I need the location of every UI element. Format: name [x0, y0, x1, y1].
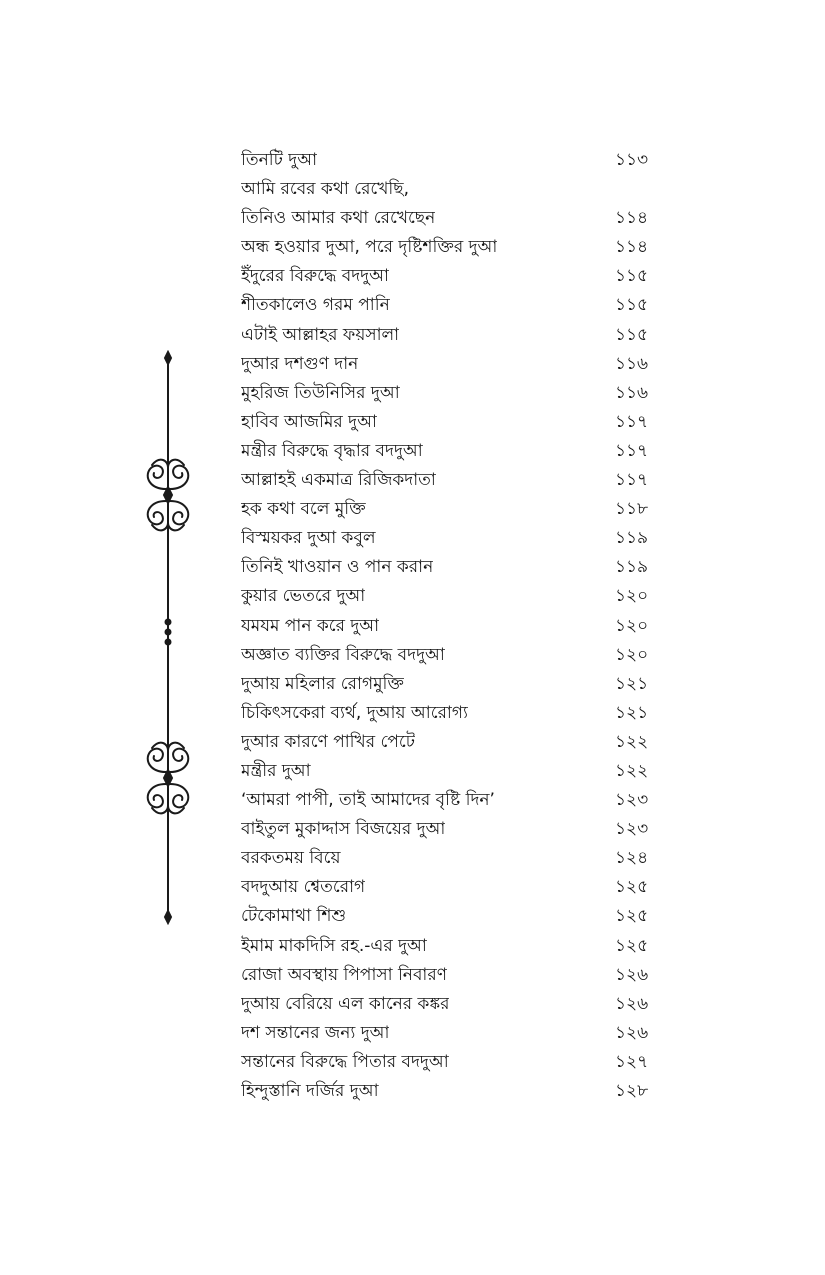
toc-entry[interactable]	[241, 1019, 661, 1048]
toc-entry-title: যমযম পান করে দুআ	[241, 615, 380, 636]
toc-entry-title: এটাই আল্লাহর ফয়সালা	[241, 324, 400, 345]
toc-entry-title: বরকতময় বিয়ে	[241, 848, 341, 869]
toc-entry[interactable]	[241, 873, 661, 902]
toc-entry-title: অজ্ঞাত ব্যক্তির বিরুদ্ধে বদদুআ	[241, 644, 445, 665]
toc-entry[interactable]	[241, 524, 661, 553]
toc-entry[interactable]	[241, 612, 661, 641]
toc-entry-title: বাইতুল মুকাদ্দাস বিজয়ের দুআ	[241, 819, 446, 840]
toc-entry-page-number: ১১৬	[615, 353, 649, 374]
toc-entry[interactable]	[241, 408, 661, 437]
toc-entry-title: বদদুআয় শ্বেতরোগ	[241, 877, 366, 898]
toc-entry-page-number: ১১৭	[615, 470, 649, 491]
toc-entry-page-number: ১২১	[615, 673, 649, 694]
toc-entry[interactable]	[241, 815, 661, 844]
toc-entry[interactable]	[241, 233, 661, 262]
toc-entry[interactable]	[241, 495, 661, 524]
toc-entry[interactable]	[241, 291, 661, 320]
toc-entry-title: কুয়ার ভেতরে দুআ	[241, 586, 366, 607]
toc-entry-title: তিনিও আমার কথা রেখেছেন	[241, 208, 436, 229]
toc-entry-page-number: ১২৪	[615, 848, 649, 869]
toc-entry-page-number: ১২০	[615, 586, 649, 607]
toc-entry-title: মুহরিজ তিউনিসির দুআ	[241, 382, 400, 403]
toc-entry[interactable]	[241, 553, 661, 582]
toc-entry-page-number: ১২৬	[615, 964, 649, 985]
toc-entry-title: চিকিৎসকেরা ব্যর্থ, দুআয় আরোগ্য	[241, 702, 468, 723]
toc-entry[interactable]	[241, 961, 661, 990]
toc-entry[interactable]	[241, 437, 661, 466]
toc-entry-page-number: ১২০	[615, 644, 649, 665]
toc-entry-page-number: ১২৭	[615, 1051, 649, 1072]
toc-entry-title: দশ সন্তানের জন্য দুআ	[241, 1022, 390, 1043]
toc-entry-page-number: ১১৫	[615, 266, 649, 287]
toc-entry-page-number: ১২২	[615, 731, 649, 752]
toc-entry[interactable]	[241, 728, 661, 757]
toc-entry[interactable]	[241, 146, 661, 175]
toc-entry[interactable]	[241, 204, 661, 233]
toc-entry-page-number: ১১৫	[615, 324, 649, 345]
toc-entry-page-number: ১১৩	[615, 150, 649, 170]
toc-entry-page-number: ১২৫	[615, 877, 649, 898]
toc-entry-page-number: ১২৮	[615, 1081, 649, 1101]
toc-entry[interactable]	[241, 786, 661, 815]
toc-entry[interactable]	[241, 582, 661, 611]
toc-entry-title: দুআয় মহিলার রোগমুক্তি	[241, 673, 404, 694]
toc-entry-page-number: ১১৮	[615, 499, 649, 520]
toc-entry[interactable]	[241, 932, 661, 961]
toc-entry[interactable]	[241, 670, 661, 699]
toc-entry-title: মন্ত্রীর দুআ	[241, 760, 311, 781]
toc-entry-title: দুআয় বেরিয়ে এল কানের কঙ্কর	[241, 993, 450, 1014]
toc-entry-page-number: ১২৩	[615, 819, 649, 840]
toc-entry-page-number: ১২২	[615, 760, 649, 781]
toc-entry[interactable]	[241, 757, 661, 786]
toc-entry-title: হিন্দুস্তানি দর্জির দুআ	[241, 1081, 379, 1101]
toc-entry-page-number: ১১৯	[615, 528, 649, 549]
toc-entry-title: ‘আমরা পাপী, তাই আমাদের বৃষ্টি দিন’	[241, 790, 495, 811]
toc-entry-page-number: ১১৪	[615, 237, 649, 258]
toc-entry[interactable]	[241, 990, 661, 1019]
toc-entry-title: সন্তানের বিরুদ্ধে পিতার বদদুআ	[241, 1051, 449, 1072]
toc-entry-page-number: ১২৬	[615, 993, 649, 1014]
toc-entry-title: টেকোমাথা শিশু	[241, 906, 347, 927]
toc-entry[interactable]	[241, 844, 661, 873]
toc-entry-title: দুআর কারণে পাখির পেটে	[241, 731, 415, 752]
toc-entry-title: আল্লাহই একমাত্র রিজিকদাতা	[241, 470, 436, 491]
toc-entry-title: আমি রবের কথা রেখেছি,	[241, 179, 409, 200]
toc-entry-title: তিনিই খাওয়ান ও পান করান	[241, 557, 434, 578]
toc-entry-page-number: ১১৫	[615, 295, 649, 316]
toc-entry[interactable]	[241, 699, 661, 728]
toc-entry-title: শীতকালেও গরম পানি	[241, 295, 390, 316]
toc-entry-title: ইমাম মাকদিসি রহ.-এর দুআ	[241, 935, 427, 956]
toc-entry[interactable]	[241, 1077, 661, 1106]
toc-entry[interactable]	[241, 466, 661, 495]
toc-entry[interactable]	[241, 262, 661, 291]
toc-entry-page-number: ১২৫	[615, 935, 649, 956]
toc-entry-title: অন্ধ হওয়ার দুআ, পরে দৃষ্টিশক্তির দুআ	[241, 237, 498, 258]
toc-entry-page-number: ১২০	[615, 615, 649, 636]
toc-entry-title: বিস্ময়কর দুআ কবুল	[241, 528, 376, 549]
toc-entry[interactable]	[241, 321, 661, 350]
toc-entry[interactable]	[241, 350, 661, 379]
toc-entry-page-number: ১১৯	[615, 557, 649, 578]
toc-entry[interactable]	[241, 902, 661, 931]
toc-entry-title: রোজা অবস্থায় পিপাসা নিবারণ	[241, 964, 447, 985]
toc-entry-title: ইঁদুরের বিরুদ্ধে বদদুআ	[241, 266, 389, 287]
toc-entry-page-number: ১১৭	[615, 440, 649, 461]
decorative-ornament-icon	[138, 350, 198, 925]
toc-entry[interactable]	[241, 379, 661, 408]
table-of-contents	[241, 146, 661, 1106]
toc-entry-page-number: ১২৩	[615, 790, 649, 811]
toc-entry[interactable]	[241, 641, 661, 670]
toc-entry-title: তিনটি দুআ	[241, 150, 318, 170]
toc-entry-page-number: ১২৫	[615, 906, 649, 927]
toc-entry-title: দুআর দশগুণ দান	[241, 353, 359, 374]
toc-entry[interactable]	[241, 175, 661, 204]
toc-entry-title: হাবিব আজমির দুআ	[241, 411, 377, 432]
toc-entry-page-number: ১২৬	[615, 1022, 649, 1043]
toc-entry-page-number: ১২১	[615, 702, 649, 723]
toc-entry[interactable]	[241, 1048, 661, 1077]
toc-entry-title: হক কথা বলে মুক্তি	[241, 499, 366, 520]
toc-entry-title: মন্ত্রীর বিরুদ্ধে বৃদ্ধার বদদুআ	[241, 440, 423, 461]
toc-entry-page-number: ১১৪	[615, 208, 649, 229]
toc-entry-page-number: ১১৭	[615, 411, 649, 432]
toc-entry-page-number: ১১৬	[615, 382, 649, 403]
